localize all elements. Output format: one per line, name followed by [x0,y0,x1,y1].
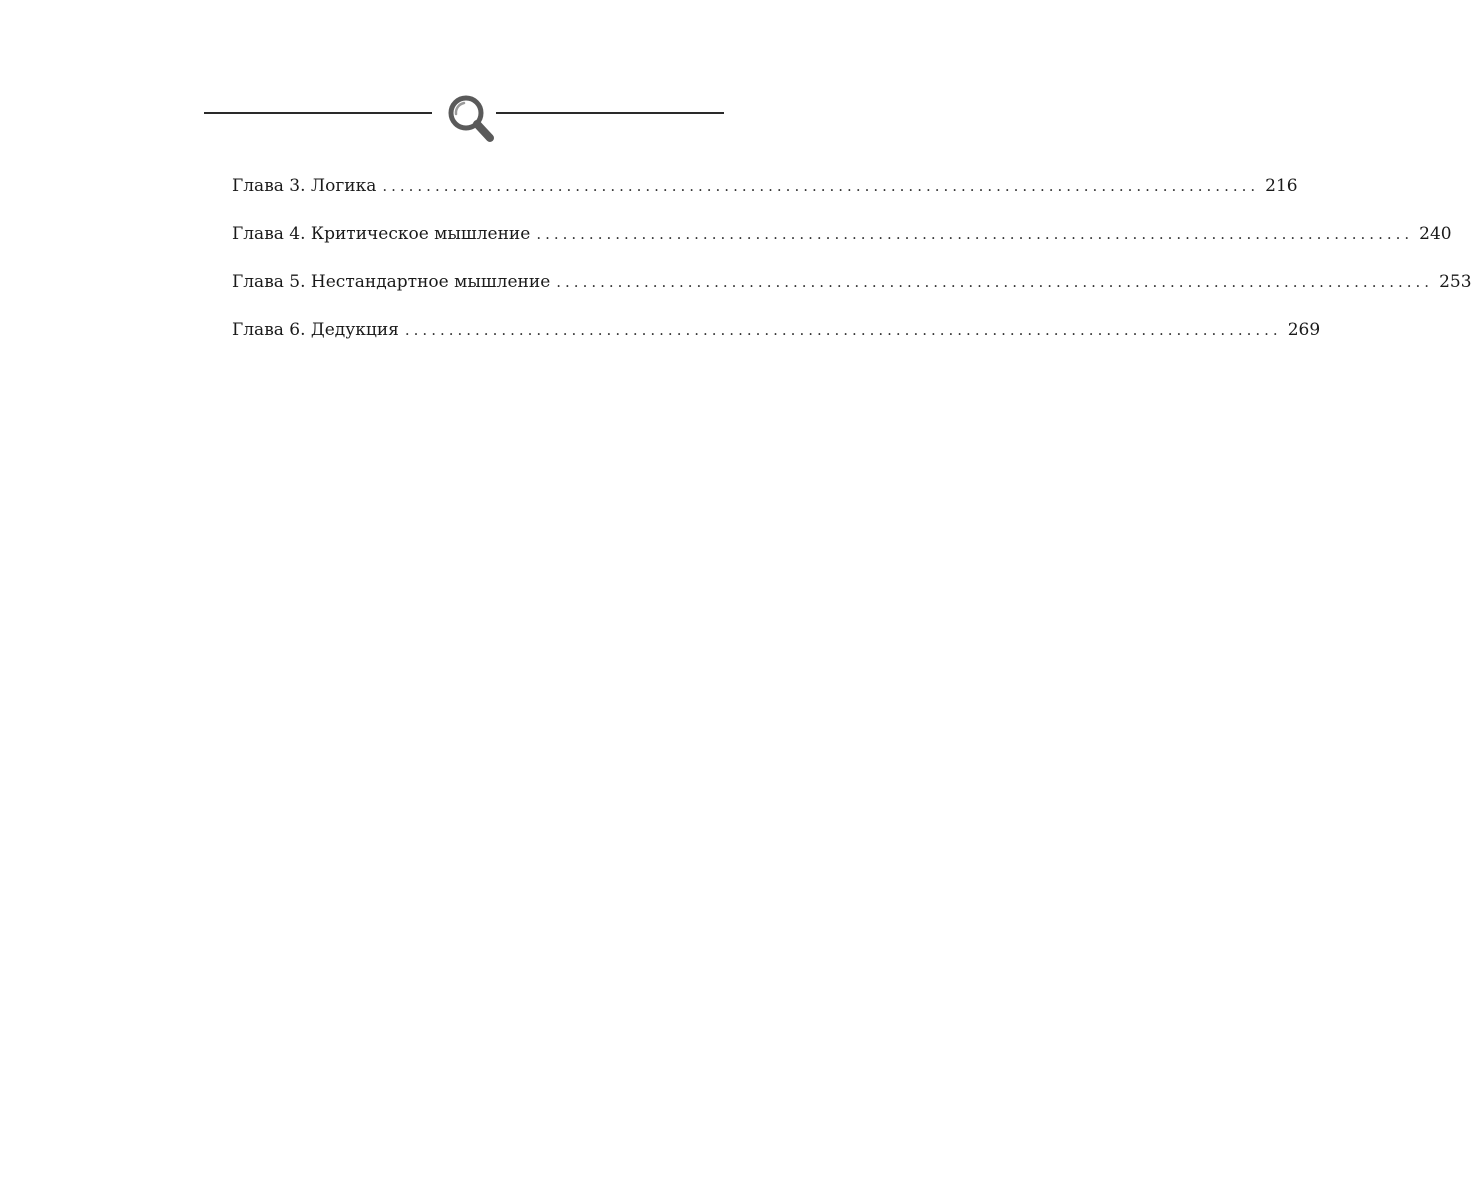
toc-entry-page: 253 [1433,272,1471,292]
table-of-contents [232,176,1472,368]
toc-entry-page: 240 [1413,224,1451,244]
toc-entry[interactable] [232,320,1321,368]
header-ornament [204,88,724,148]
toc-entry-title: Глава 5. Нестандартное мышление [232,272,556,292]
magnifier-icon [444,92,496,144]
toc-entry[interactable] [232,272,1472,320]
toc-leader-dots: .................................................................................................... [536,225,1414,243]
toc-leader-dots: .................................................................................................... [556,273,1434,291]
toc-entry-page: 269 [1282,320,1320,340]
toc-leader-dots: .................................................................................................... [382,177,1260,195]
divider-left [204,112,432,114]
toc-entry[interactable] [232,224,1452,272]
toc-entry-title: Глава 3. Логика [232,176,382,196]
toc-leader-dots: .................................................................................................... [404,321,1282,339]
toc-entry-page: 216 [1259,176,1297,196]
toc-entry[interactable] [232,176,1298,224]
toc-entry-title: Глава 4. Критическое мышление [232,224,536,244]
divider-right [496,112,724,114]
toc-entry-title: Глава 6. Дедукция [232,320,405,340]
